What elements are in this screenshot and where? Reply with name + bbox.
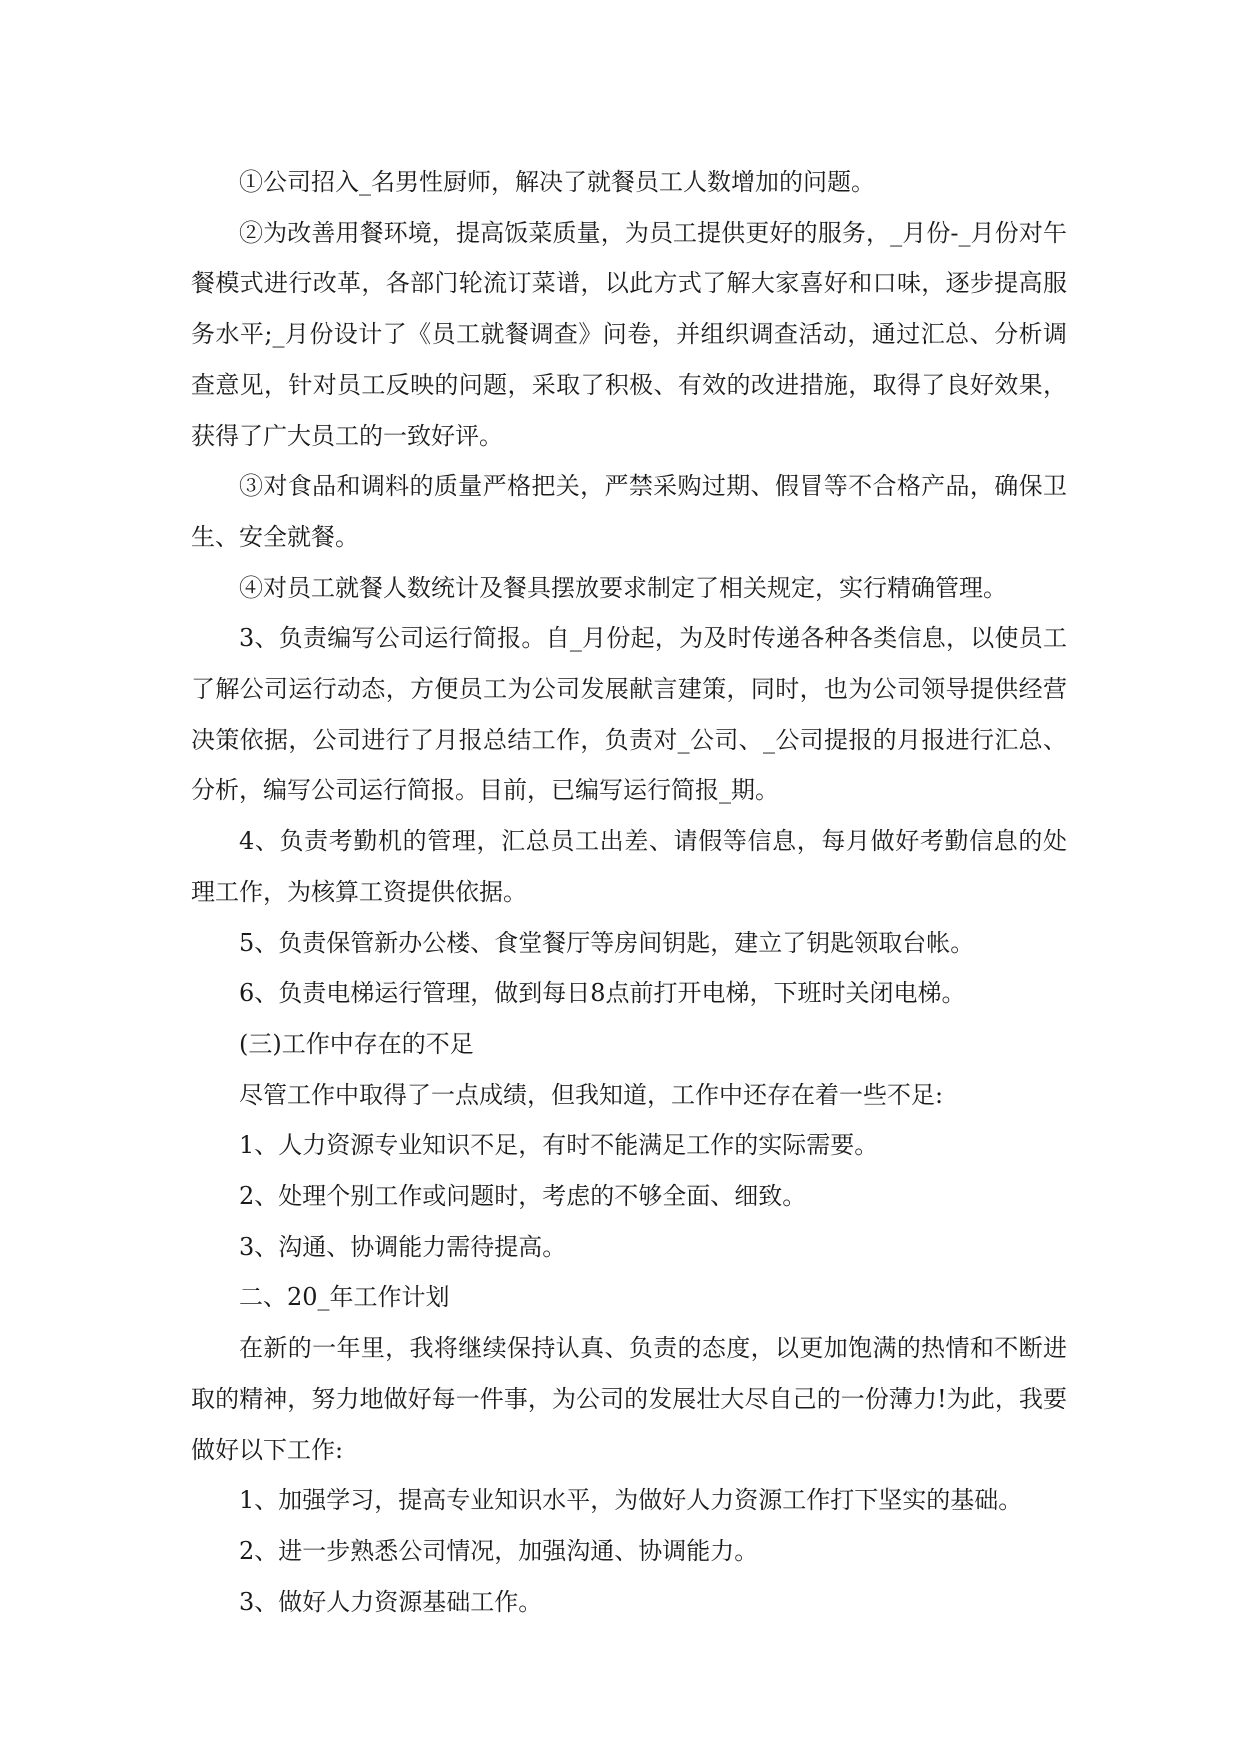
section-heading-shortcomings: (三)工作中存在的不足 xyxy=(239,1029,474,1058)
paragraph-attendance-management: 4、负责考勤机的管理，汇总员工出差、请假等信息，每月做好考勤信息的处理工作，为核算工资提供依据。 xyxy=(191,827,1067,906)
paragraph-dining-improvement: ②为改善用餐环境，提高饭菜质量，为员工提供更好的服务，_月份-_月份对午餐模式进行改革，各部门轮流订菜谱，以此方式了解大家喜好和口味，逐步提高服务水平;_月份设计了《员工就餐调查》问卷，并组织调查活动，通过汇总、分析调查意见，针对员工反映的问题，采取了积极、有效的改进措施，取得了良好效果，获得了广大员工的一致好评。 xyxy=(191,218,1067,450)
paragraph-elevator-management: 6、负责电梯运行管理，做到每日8点前打开电梯，下班时关闭电梯。 xyxy=(239,979,966,1008)
document-body xyxy=(191,157,1067,1627)
list-item-shortcoming-1: 1、人力资源专业知识不足，有时不能满足工作的实际需要。 xyxy=(239,1131,879,1160)
paragraph-dining-statistics: ④对员工就餐人数统计及餐具摆放要求制定了相关规定，实行精确管理。 xyxy=(239,573,1007,602)
paragraph-key-custody: 5、负责保管新办公楼、食堂餐厅等房间钥匙，建立了钥匙领取台帐。 xyxy=(239,928,975,957)
paragraph-food-quality: ③对食品和调料的质量严格把关，严禁采购过期、假冒等不合格产品，确保卫生、安全就餐。 xyxy=(191,472,1067,551)
list-item-shortcoming-2: 2、处理个别工作或问题时，考虑的不够全面、细致。 xyxy=(239,1182,807,1211)
paragraph-work-plan-intro: 在新的一年里，我将继续保持认真、负责的态度，以更加饱满的热情和不断进取的精神，努力地做好每一件事，为公司的发展壮大尽自己的一份薄力!为此，我要做好以下工作: xyxy=(191,1334,1067,1464)
list-item-shortcoming-3: 3、沟通、协调能力需待提高。 xyxy=(239,1232,567,1261)
paragraph-shortcomings-intro: 尽管工作中取得了一点成绩，但我知道，工作中还存在着一些不足: xyxy=(239,1080,944,1109)
list-item-plan-2: 2、进一步熟悉公司情况，加强沟通、协调能力。 xyxy=(239,1536,759,1565)
section-heading-work-plan: 二、20_年工作计划 xyxy=(239,1283,450,1312)
paragraph-operation-briefing: 3、负责编写公司运行简报。自_月份起，为及时传递各种各类信息，以使员工了解公司运行动态，方便员工为公司发展献言建策，同时，也为公司领导提供经营决策依据，公司进行了月报总结工作，负责对_公司、_公司提报的月报进行汇总、分析，编写公司运行简报。目前，已编写运行简报_期。 xyxy=(191,624,1067,805)
list-item-plan-1: 1、加强学习，提高专业知识水平，为做好人力资源工作打下坚实的基础。 xyxy=(239,1486,1023,1515)
list-item-plan-3: 3、做好人力资源基础工作。 xyxy=(239,1587,543,1616)
paragraph-canteen-chefs: ①公司招入_名男性厨师，解决了就餐员工人数增加的问题。 xyxy=(239,168,875,196)
